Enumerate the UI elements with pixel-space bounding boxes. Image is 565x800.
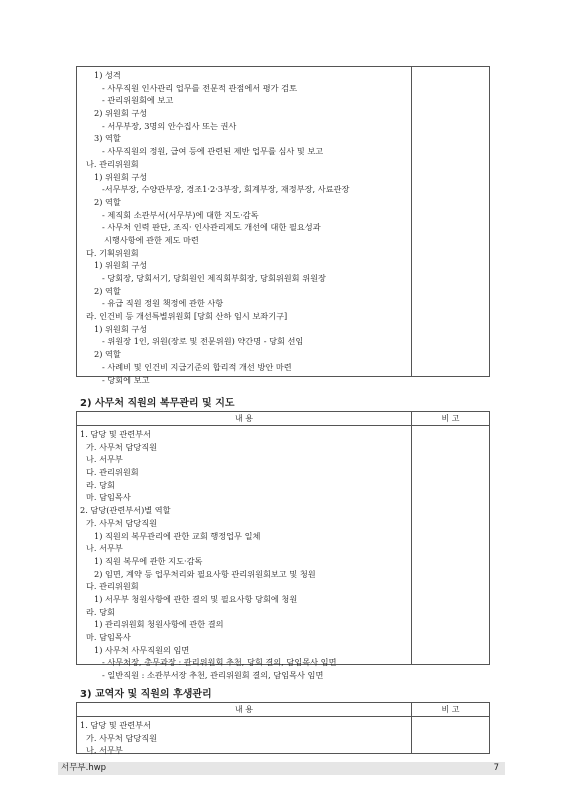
- content-line: - 사무직원 인사관리 업무를 전문적 관점에서 평가 검토: [102, 82, 297, 93]
- content-line: - 사례비 및 인건비 지급기준의 합리적 개선 방안 마련: [102, 361, 292, 372]
- content-line: 2) 임면, 계약 등 업무처리와 필요사항 관리위원회보고 및 청원: [94, 568, 316, 579]
- content-line: 1) 위원회 구성: [94, 260, 148, 271]
- content-line: 마. 담임목사: [86, 632, 131, 642]
- content-line: - 사무직원의 정원, 급여 등에 관련된 제반 업무를 심사 및 보고: [102, 146, 324, 157]
- content-line: - 서무부장, 3명의 안수집사 또는 권사: [102, 120, 237, 131]
- content-line: 라. 당회: [86, 606, 115, 617]
- table-header-row: [77, 412, 489, 426]
- continued-table: [76, 66, 490, 385]
- note-column-divider: [411, 412, 412, 664]
- content-line: 3) 역할: [94, 133, 121, 144]
- content-line: 1) 직원 복무에 관한 지도·감독: [94, 555, 203, 566]
- content-line: 2) 역할: [94, 349, 121, 360]
- content-line: 나. 관리위원회: [86, 158, 139, 169]
- note-column-header: 비 고: [441, 414, 460, 423]
- page-footer: [58, 762, 505, 775]
- content-line: 2. 담당(관련부서)별 역할: [80, 505, 171, 516]
- note-column-header: 비 고: [441, 705, 460, 714]
- content-line: - 당회장, 당회서기, 당회원인 제직회부회장, 당회위원회 위원장: [102, 273, 326, 283]
- content-line: 다. 관리위원회: [86, 467, 139, 478]
- content-line: 다. 기획위원회: [86, 247, 139, 258]
- content-line: 1) 위원회 구성: [94, 171, 148, 182]
- content-line: - 일반직원 : 소관부서장 추천, 관리위원회 결의, 담임목사 임면: [102, 670, 324, 681]
- content-line: - 관리위원회에 보고: [102, 95, 174, 106]
- content-cell: [77, 717, 489, 757]
- content-line: 1. 담당 및 관련부서: [80, 720, 151, 730]
- content-line: 1) 사무처 사무직원의 임면: [94, 644, 190, 655]
- content-line: 다. 관리위원회: [86, 581, 139, 592]
- content-line: - 유급 직원 정원 책정에 관한 사항: [102, 298, 224, 309]
- content-line: 2) 역할: [94, 196, 121, 207]
- content-cell: [77, 426, 489, 682]
- table-header-row: [77, 703, 489, 717]
- content-line: 가. 사무처 담당직원: [86, 732, 158, 743]
- content-column-header: 내 용: [235, 705, 253, 714]
- content-line: 2) 역할: [94, 285, 121, 296]
- note-column-divider: [411, 67, 412, 376]
- content-line: - 당회에 보고: [102, 374, 150, 385]
- content-column-header: 내 용: [235, 414, 253, 423]
- content-line: 1. 담당 및 관련부서: [80, 429, 151, 439]
- duty-management-table: [76, 411, 490, 681]
- content-line: 1) 성격: [94, 70, 121, 80]
- content-line: 가. 사무처 담당직원: [86, 441, 158, 452]
- content-line: -서무부장, 수양관부장, 경조1·2·3부장, 회계부장, 재정부장, 사료관장: [102, 184, 350, 195]
- content-cell: [77, 67, 489, 386]
- footer-filename: 서무부.hwp: [61, 763, 107, 773]
- content-line: 1) 서무부 청원사항에 관한 결의 및 필요사항 당회에 청원: [94, 593, 298, 604]
- content-line: 나. 서무부: [86, 543, 123, 554]
- content-line: 마. 담임목사: [86, 492, 131, 503]
- content-line: - 사무처장, 총무과장 : 관리위원회 추천, 당회 결의, 담임목사 임면: [102, 657, 337, 668]
- content-line: 라. 인건비 등 개선특별위원회 [당회 산하 임시 보좌기구]: [86, 311, 288, 322]
- content-line: 1) 관리위원회 청원사항에 관한 결의: [94, 619, 224, 630]
- page-number: 7: [493, 763, 499, 773]
- content-line: - 위원장 1인, 위원(장로 및 전문위원) 약간명 - 당회 선임: [102, 336, 304, 347]
- content-line: 1) 위원회 구성: [94, 323, 148, 334]
- content-line: 라. 당회: [86, 479, 115, 490]
- section-heading: 3) 교역자 및 직원의 후생관리: [80, 689, 212, 700]
- content-line: - 제직회 소관부서(서무부)에 대한 지도·감독: [102, 209, 259, 220]
- content-line: - 사무처 인력 판단, 조직· 인사관리제도 개선에 대한 필요성과: [102, 222, 321, 233]
- section-heading: 2) 사무처 직원의 복무관리 및 지도: [80, 398, 235, 409]
- content-line: 나. 서무부: [86, 454, 123, 465]
- content-line: 나. 서무부: [86, 745, 123, 756]
- content-line: 2) 위원회 구성: [94, 108, 148, 119]
- content-line: 가. 사무처 담당직원: [86, 517, 158, 528]
- welfare-management-table: [76, 702, 490, 754]
- content-line: 1) 직원의 복무관리에 관한 교회 행정업무 일체: [94, 530, 261, 541]
- content-line: 시행사항에 관한 제도 마련: [104, 234, 199, 245]
